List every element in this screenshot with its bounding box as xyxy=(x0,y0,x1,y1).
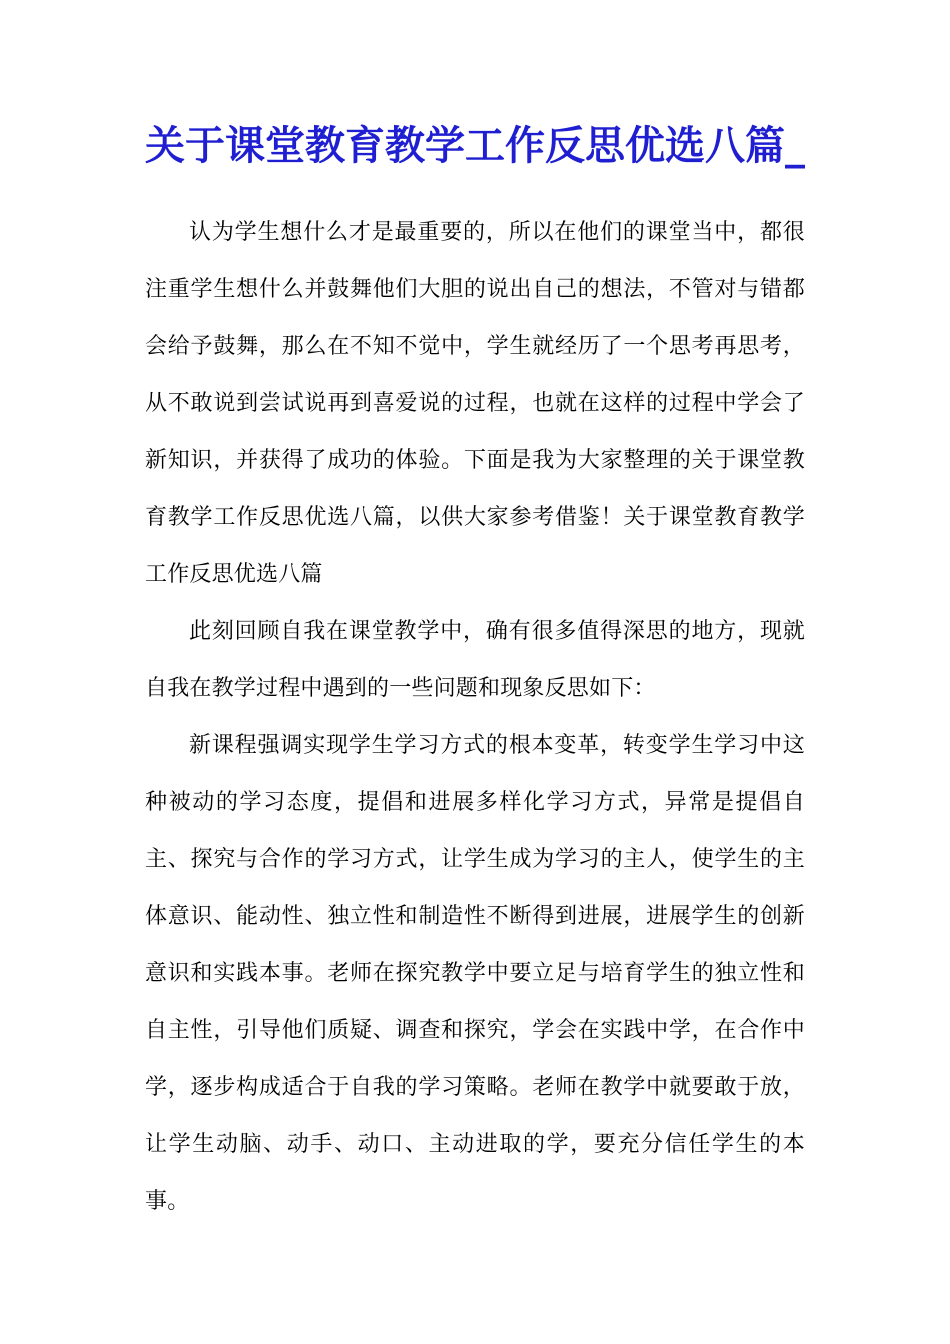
paragraph-1: 认为学生想什么才是最重要的，所以在他们的课堂当中，都很注重学生想什么并鼓舞他们大胆的说出自己的想法，不管对与错都会给予鼓舞，那么在不知不觉中，学生就经历了一个思考再思考，从不敢说到尝试说再到喜爱说的过程，也就在这样的过程中学会了新知识，并获得了成功的体验。下面是我为大家整理的关于课堂教育教学工作反思优选八篇，以供大家参考借鉴！关于课堂教育教学工作反思优选八篇 xyxy=(145,220,805,587)
document-title: 关于课堂教育教学工作反思优选八篇_ xyxy=(145,122,805,169)
paragraph-3: 新课程强调实现学生学习方式的根本变革，转变学生学习中这种被动的学习态度，提倡和进展多样化学习方式，异常是提倡自主、探究与合作的学习方式，让学生成为学习的主人，使学生的主体意识、能动性、独立性和制造性不断得到进展，进展学生的创新意识和实践本事。老师在探究教学中要立足与培育学生的独立性和自主性，引导他们质疑、调查和探究，学会在实践中学，在合作中学，逐步构成适合于自我的学习策略。老师在教学中就要敢于放，让学生动脑、动手、动口、主动进取的学，要充分信任学生的本事。 xyxy=(145,733,805,1214)
document-page xyxy=(145,118,805,1230)
document-body xyxy=(145,204,805,1230)
paragraph-2: 此刻回顾自我在课堂教学中，确有很多值得深思的地方，现就自我在教学过程中遇到的一些问题和现象反思如下： xyxy=(145,619,805,701)
